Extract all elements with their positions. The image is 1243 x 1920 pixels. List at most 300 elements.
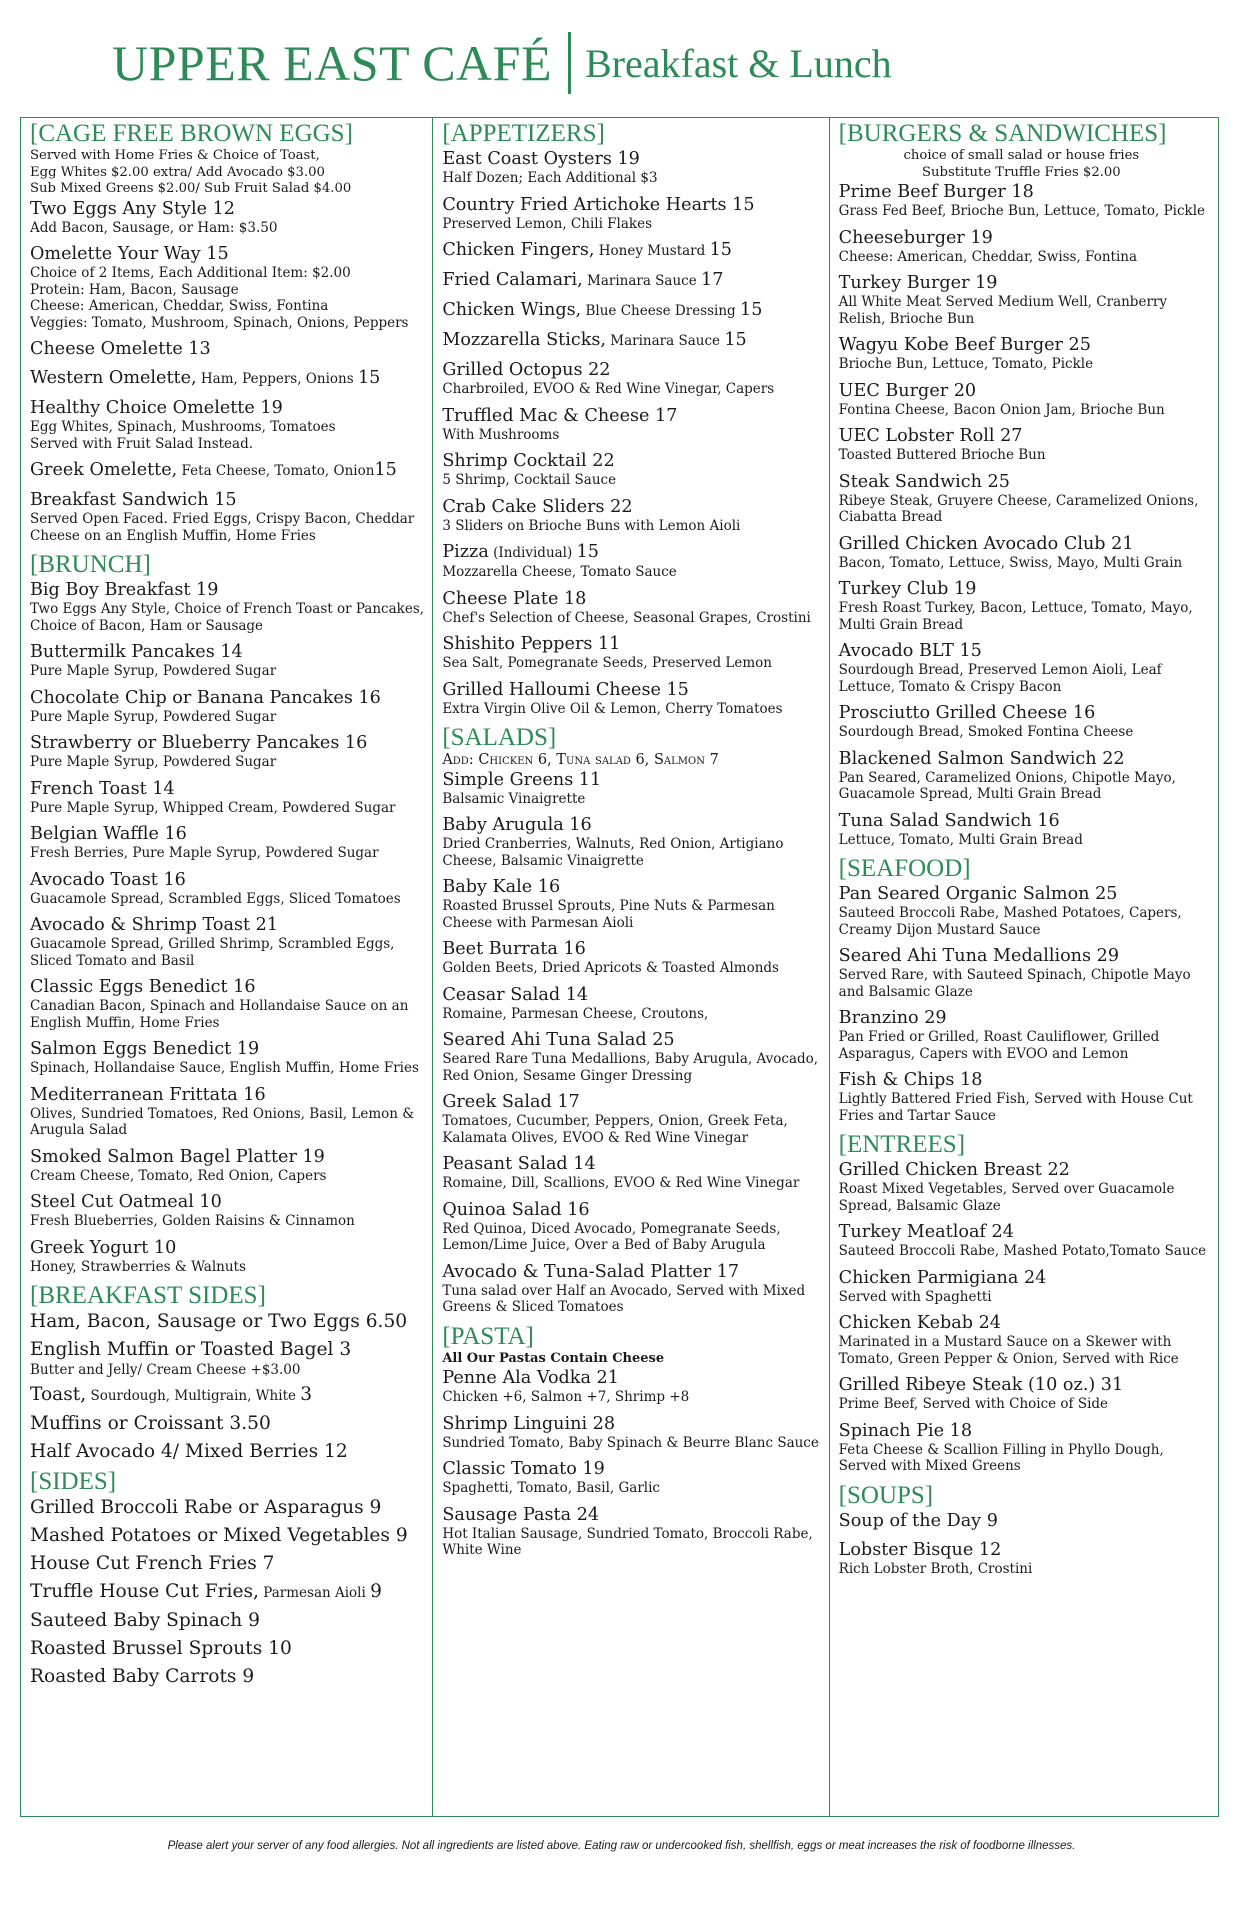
menu-item-description: Fresh Blueberries, Golden Raisins & Cinnamon	[30, 1213, 355, 1229]
menu-item-title	[30, 1310, 424, 1334]
menu-item	[839, 945, 1210, 1000]
menu-item	[442, 148, 820, 187]
menu-item	[442, 269, 820, 292]
menu-item-name: Mashed Potatoes or Mixed Vegetables 9	[30, 1524, 408, 1546]
menu-item	[30, 869, 424, 908]
section-title: [SOUPS]	[838, 1481, 934, 1509]
menu-item-title	[30, 641, 424, 663]
menu-item-name: Country Fried Artichoke Hearts 15	[442, 194, 755, 215]
menu-item-description: Brioche Bun, Lettuce, Tomato, Pickle	[838, 356, 1094, 372]
menu-item	[442, 1029, 820, 1084]
menu-item-name: Classic Tomato 19	[442, 1459, 605, 1479]
menu-item	[839, 1159, 1210, 1214]
menu-item	[30, 1637, 424, 1661]
menu-item	[442, 1091, 820, 1146]
menu-item-name: Steel Cut Oatmeal 10	[30, 1192, 222, 1212]
menu-column-2	[433, 118, 829, 1816]
menu-item-description: Chef's Selection of Cheese, Seasonal Grapes, Crostini	[442, 609, 811, 626]
menu-item-description: Sauteed Broccoli Rabe, Mashed Potatoes, Capers,	[838, 905, 1182, 921]
menu-item-description: Lemon/Lime Juice, Over a Bed of Baby Arugula	[442, 1237, 766, 1253]
menu-item-description: Served Open Faced. Fried Eggs, Crispy Bacon, Cheddar	[30, 511, 415, 527]
menu-item	[839, 334, 1210, 373]
menu-item-inline-description: Marinara Sauce	[606, 333, 725, 349]
menu-item-title	[30, 976, 424, 998]
menu-item	[30, 1383, 424, 1408]
menu-item	[442, 588, 820, 627]
menu-item-inline-description: Ham, Peppers, Onions	[196, 371, 358, 387]
menu-item-description: Relish, Brioche Bun	[838, 310, 975, 327]
menu-item-name: Smoked Salmon Bagel Platter 19	[30, 1146, 325, 1167]
menu-item-title	[30, 579, 424, 601]
menu-item	[30, 1412, 424, 1436]
menu-item-description: Creamy Dijon Mustard Sauce	[838, 921, 1041, 938]
section-note: Served with Home Fries & Choice of Toast,	[30, 148, 320, 163]
menu-item-description: Fresh Berries, Pure Maple Syrup, Powdered Sugar	[30, 845, 379, 861]
menu-item	[442, 1261, 820, 1316]
menu-item-name: Omelette Your Way 15	[30, 244, 229, 264]
menu-item-title	[442, 984, 820, 1006]
menu-item-description: Fontina Cheese, Bacon Onion Jam, Brioche Bun	[838, 401, 1165, 418]
menu-item-title	[442, 876, 820, 898]
menu-item-title	[442, 450, 820, 472]
menu-item-description: Fries and Tartar Sauce	[838, 1107, 996, 1124]
menu-item-description: Olives, Sundried Tomatoes, Red Onions, Basil, Lemon &	[30, 1105, 415, 1122]
menu-item-title	[839, 425, 1210, 447]
menu-item	[442, 359, 820, 398]
menu-item-title	[839, 272, 1210, 294]
menu-item-description: Spaghetti, Tomato, Basil, Garlic	[442, 1480, 660, 1496]
menu-item-title	[839, 380, 1210, 402]
menu-item-title	[442, 938, 820, 960]
menu-item-title	[442, 814, 820, 836]
menu-item-name: Turkey Club 19	[838, 579, 977, 599]
menu-item-name: Penne Ala Vodka 21	[442, 1368, 619, 1388]
menu-item-title	[30, 1496, 424, 1520]
menu-item	[30, 778, 424, 817]
menu-item-title	[30, 1191, 424, 1213]
menu-section	[442, 120, 820, 717]
menu-item-name: Grilled Chicken Avocado Club 21	[838, 533, 1134, 554]
menu-item-title	[839, 1221, 1210, 1243]
menu-item-title	[442, 194, 820, 216]
menu-item	[442, 814, 820, 869]
menu-item	[442, 405, 820, 444]
menu-item-title	[442, 269, 820, 292]
menu-item-name: Buttermilk Pancakes 14	[30, 642, 243, 662]
menu-item-name: House Cut French Fries 7	[30, 1552, 275, 1574]
menu-item-description: Pan Fried or Grilled, Roast Cauliflower, Grilled	[838, 1029, 1160, 1045]
menu-item-description: Served Rare, with Sauteed Spinach, Chipotle Mayo	[838, 967, 1191, 983]
menu-item-description: English Muffin, Home Fries	[30, 1014, 220, 1031]
menu-item-name: Wagyu Kobe Beef Burger 25	[838, 335, 1091, 355]
section-note: Add: Chicken 6, Tuna salad 6, Salmon 7	[442, 752, 719, 768]
menu-item-description: Served with Spaghetti	[838, 1288, 992, 1305]
menu-item-description: Greens & Sliced Tomatoes	[442, 1299, 624, 1315]
menu-item-description: Fresh Roast Turkey, Bacon, Lettuce, Tomato, Mayo,	[838, 600, 1193, 616]
menu-item-description: Preserved Lemon, Chili Flakes	[442, 215, 653, 232]
section-note: Egg Whites $2.00 extra/ Add Avocado $3.00	[30, 164, 325, 180]
menu-item-name: Grilled Broccoli Rabe or Asparagus 9	[30, 1496, 382, 1518]
menu-item-title	[30, 914, 424, 936]
menu-subtitle: Breakfast & Lunch	[585, 40, 892, 86]
menu-item	[442, 1413, 820, 1452]
menu-item-name: Grilled Ribeye Steak (10 oz.) 31	[838, 1375, 1124, 1395]
menu-item-description: Sourdough Bread, Preserved Lemon Aioli, Leaf	[838, 662, 1162, 678]
menu-item	[839, 748, 1210, 803]
menu-item-title	[30, 1412, 424, 1436]
menu-item-name: Cheese Omelette 13	[30, 339, 211, 359]
menu-item	[839, 578, 1210, 633]
menu-item-description: Spinach, Hollandaise Sauce, English Muffin, Home Fries	[30, 1060, 419, 1076]
menu-item-description: Sliced Tomato and Basil	[30, 952, 195, 969]
menu-item-description: Multi Grain Bread	[838, 616, 964, 633]
menu-item	[839, 810, 1210, 849]
menu-item-description: Toasted Buttered Brioche Bun	[838, 447, 1046, 463]
menu-item-name: Chicken Fingers,	[442, 240, 595, 260]
menu-item	[30, 338, 424, 360]
menu-item-title	[30, 732, 424, 754]
menu-section	[30, 1282, 424, 1464]
menu-item	[839, 471, 1210, 526]
menu-item-name: Baby Kale 16	[442, 877, 561, 897]
menu-item	[30, 732, 424, 771]
menu-item-name: Truffle House Cut Fries,	[30, 1580, 259, 1602]
menu-item-description: Feta Cheese & Scallion Filling in Phyllo Dough,	[838, 1441, 1164, 1458]
menu-item-name: Big Boy Breakfast 19	[30, 580, 219, 600]
menu-item-description: All White Meat Served Medium Well, Cranberry	[838, 294, 1167, 310]
menu-item-price: 15	[357, 368, 381, 388]
menu-item	[442, 239, 820, 262]
menu-item-title	[30, 778, 424, 800]
menu-item-title	[442, 1458, 820, 1480]
menu-item	[442, 984, 820, 1023]
menu-item-description: Grass Fed Beef, Brioche Bun, Lettuce, Tomato, Pickle	[838, 203, 1206, 219]
menu-item-name: Branzino 29	[838, 1008, 947, 1028]
menu-item-description: Pan Seared, Caramelized Onions, Chipotle Mayo,	[838, 769, 1176, 786]
menu-item-title	[839, 1267, 1210, 1289]
menu-item-description: Guacamole Spread, Multi Grain Bread	[838, 786, 1102, 802]
menu-item-name: Two Eggs Any Style 12	[30, 198, 235, 219]
menu-item-title	[30, 1237, 424, 1259]
menu-item	[30, 367, 424, 390]
menu-item-title	[839, 1420, 1210, 1442]
menu-item-title	[839, 578, 1210, 600]
menu-item-name: Breakfast Sandwich 15	[30, 490, 237, 510]
menu-column-3	[830, 118, 1218, 1816]
menu-item-description: Pure Maple Syrup, Powdered Sugar	[30, 708, 277, 725]
menu-item	[30, 687, 424, 726]
menu-item-title	[30, 1440, 424, 1464]
menu-item-name: Spinach Pie 18	[838, 1420, 973, 1441]
menu-item-name: Cheese Plate 18	[442, 588, 587, 609]
menu-item-description: Protein: Ham, Bacon, Sausage	[30, 281, 239, 298]
menu-item-description: Mozzarella Cheese, Tomato Sauce	[442, 564, 677, 580]
menu-item	[839, 533, 1210, 572]
menu-item-name: Avocado Toast 16	[30, 869, 186, 890]
menu-item-title	[30, 243, 424, 265]
menu-item	[30, 1338, 424, 1379]
menu-item-name: Fried Calamari,	[442, 270, 583, 290]
menu-item-title	[442, 1029, 820, 1051]
menu-item-description: Tomatoes, Cucumber, Peppers, Onion, Greek Feta,	[442, 1113, 788, 1129]
menu-item-description: Bacon, Tomato, Lettuce, Swiss, Mayo, Multi Grain	[838, 554, 1183, 571]
menu-item-name: Greek Salad 17	[442, 1092, 580, 1112]
menu-item-description: Cream Cheese, Tomato, Red Onion, Capers	[30, 1167, 327, 1184]
menu-item	[30, 1609, 424, 1633]
menu-item-title	[30, 1580, 424, 1605]
menu-item-name: Chicken Parmigiana 24	[838, 1267, 1047, 1288]
menu-item-name: Roasted Brussel Sprouts 10	[30, 1637, 292, 1659]
menu-item-name: Seared Ahi Tuna Medallions 29	[838, 946, 1120, 966]
menu-item-description: Cheese with Parmesan Aioli	[442, 914, 634, 931]
menu-item-description: Tomato, Green Pepper & Onion, Served with Rice	[838, 1350, 1179, 1367]
menu-item-description: Served with Fruit Salad Instead.	[30, 435, 254, 452]
menu-item-name: Chicken Kebab 24	[838, 1313, 1002, 1333]
menu-item-description: Prime Beef, Served with Choice of Side	[838, 1396, 1109, 1412]
menu-item-title	[442, 633, 820, 655]
section-title: [BREAKFAST SIDES]	[30, 1282, 266, 1309]
menu-item-name: Shrimp Linguini 28	[442, 1413, 616, 1434]
menu-item-description: Rich Lobster Broth, Crostini	[838, 1560, 1033, 1577]
menu-item-name: Fish & Chips 18	[838, 1070, 983, 1090]
menu-item-title	[839, 471, 1210, 493]
menu-item-name: Crab Cake Sliders 22	[442, 496, 633, 517]
menu-item-title	[442, 329, 820, 352]
menu-item-name: Turkey Meatloaf 24	[838, 1222, 1014, 1242]
menu-item-title	[442, 679, 820, 701]
menu-item	[30, 1496, 424, 1520]
menu-item-title	[839, 810, 1210, 832]
menu-item-name: Beet Burrata 16	[442, 939, 586, 959]
menu-item	[30, 823, 424, 862]
menu-item-name: Strawberry or Blueberry Pancakes 16	[30, 733, 368, 753]
menu-section	[30, 551, 424, 1275]
menu-item-description: Veggies: Tomato, Mushroom, Spinach, Onions, Peppers	[30, 314, 409, 331]
menu-item-name: East Coast Oysters 19	[442, 149, 640, 169]
menu-item	[839, 227, 1210, 266]
menu-item	[839, 380, 1210, 419]
menu-section	[30, 120, 424, 544]
menu-item-title	[442, 1504, 820, 1526]
menu-item-name: English Muffin or Toasted Bagel 3	[30, 1339, 352, 1360]
menu-item-name: Steak Sandwich 25	[838, 471, 1010, 492]
menu-item-description: Honey, Strawberries & Walnuts	[30, 1258, 246, 1275]
menu-item-name: Prime Beef Burger 18	[838, 182, 1034, 202]
menu-item-price: 15	[374, 460, 397, 480]
menu-item-description: Ciabatta Bread	[838, 509, 943, 525]
menu-item-name: Turkey Burger 19	[838, 273, 998, 293]
menu-item-name: Greek Yogurt 10	[30, 1237, 177, 1258]
menu-item-price: 15	[724, 330, 747, 350]
menu-item-name: Mediterranean Frittata 16	[30, 1084, 266, 1105]
menu-item-title	[30, 459, 424, 482]
section-title: [PASTA]	[442, 1322, 534, 1350]
menu-item-name: Lobster Bisque 12	[838, 1539, 1002, 1560]
section-note: Substitute Truffle Fries $2.00	[921, 164, 1121, 180]
menu-item-title	[30, 1038, 424, 1060]
menu-item-price: 15	[576, 542, 599, 562]
menu-item-title	[442, 769, 820, 791]
menu-item-description: Pure Maple Syrup, Powdered Sugar	[30, 663, 277, 679]
menu-item-title	[30, 338, 424, 360]
menu-item	[442, 329, 820, 352]
menu-item-name: Soup of the Day 9	[838, 1510, 998, 1531]
menu-item-title	[442, 541, 820, 564]
menu-item-name: Western Omelette,	[30, 368, 197, 388]
menu-item-inline-description: Sourdough, Multigrain, White	[86, 1387, 301, 1404]
menu-item-description: Ribeye Steak, Gruyere Cheese, Caramelized Onions,	[838, 492, 1199, 509]
menu-item-description: Arugula Salad	[30, 1122, 128, 1138]
menu-section	[30, 1468, 424, 1689]
menu-item-description: Hot Italian Sausage, Sundried Tomato, Broccoli Rabe,	[442, 1525, 813, 1542]
menu-item-price: 9	[370, 1580, 382, 1602]
menu-item	[442, 1367, 820, 1406]
allergy-disclaimer: Please alert your server of any food allergies. Not all ingredients are listed above. Eating raw or undercooked fish, shellfish, eggs or meat increases the risk of foodborne illnesses.	[167, 1840, 1076, 1852]
menu-item-title	[30, 1084, 424, 1106]
menu-item-name: Avocado & Shrimp Toast 21	[30, 915, 279, 935]
menu-item-name: Cheeseburger 19	[838, 227, 993, 248]
menu-item	[30, 489, 424, 544]
menu-item-description: Two Eggs Any Style, Choice of French Toast or Pancakes,	[30, 601, 425, 617]
menu-item	[30, 1191, 424, 1230]
section-title: [BRUNCH]	[30, 551, 151, 578]
menu-item-description: Sea Salt, Pomegranate Seeds, Preserved Lemon	[442, 655, 772, 671]
menu-item	[839, 1420, 1210, 1475]
menu-item	[839, 1221, 1210, 1260]
menu-item-description: Cheese: American, Cheddar, Swiss, Fontina	[838, 248, 1138, 265]
menu-item	[839, 640, 1210, 695]
menu-item-name: Chicken Wings,	[442, 300, 582, 320]
menu-item-description: Half Dozen; Each Additional $3	[442, 170, 658, 186]
menu-section	[442, 724, 820, 1316]
restaurant-name: UPPER EAST CAFÉ	[112, 35, 553, 91]
menu-item-name: Truffled Mac & Cheese 17	[442, 405, 678, 426]
menu-item	[30, 1038, 424, 1077]
menu-item-description: Red Quinoa, Diced Avocado, Pomegranate Seeds,	[442, 1220, 781, 1237]
menu-item-description: Sauteed Broccoli Rabe, Mashed Potato,Tomato Sauce	[838, 1243, 1207, 1259]
menu-item-description: Tuna salad over Half an Avocado, Served with Mixed	[442, 1282, 806, 1299]
menu-item-title	[839, 334, 1210, 356]
menu-item	[442, 769, 820, 808]
menu-item	[30, 641, 424, 680]
menu-item-name: Healthy Choice Omelette 19	[30, 398, 283, 418]
section-note: choice of small salad or house fries	[903, 148, 1140, 163]
menu-item-description: Red Onion, Sesame Ginger Dressing	[442, 1067, 693, 1084]
menu-item-description: Canadian Bacon, Spinach and Hollandaise Sauce on an	[30, 998, 409, 1014]
menu-item-price: 15	[740, 300, 763, 320]
menu-item-title	[442, 239, 820, 262]
menu-item	[30, 1146, 424, 1185]
menu-item-description: Spread, Balsamic Glaze	[838, 1197, 1001, 1214]
menu-item-title	[30, 198, 424, 220]
menu-item-name: Baby Arugula 16	[442, 815, 592, 835]
menu-item-description: Choice of 2 Items, Each Additional Item: $2.00	[30, 265, 351, 281]
menu-item-inline-description: Marinara Sauce	[582, 273, 702, 289]
menu-item	[30, 243, 424, 331]
menu-item-description: Pure Maple Syrup, Whipped Cream, Powdered Sugar	[30, 799, 396, 816]
menu-item-name: Avocado & Tuna-Salad Platter 17	[442, 1261, 740, 1282]
menu-item-title	[839, 1312, 1210, 1334]
menu-item-title	[839, 533, 1210, 555]
menu-item-title	[30, 1524, 424, 1548]
menu-item	[30, 579, 424, 634]
menu-item-name: Mozzarella Sticks,	[442, 330, 606, 350]
menu-item-price: 17	[701, 270, 724, 290]
menu-item-name: Roasted Baby Carrots 9	[30, 1665, 255, 1687]
menu-section	[442, 1323, 820, 1559]
menu-item-name: Pan Seared Organic Salmon 25	[838, 884, 1118, 904]
menu-item	[30, 1237, 424, 1276]
menu-item-name: Prosciutto Grilled Cheese 16	[838, 703, 1096, 723]
menu-item-description: Romaine, Parmesan Cheese, Croutons,	[442, 1005, 709, 1022]
section-title: [ENTREES]	[838, 1131, 966, 1158]
menu-item-name: UEC Lobster Roll 27	[838, 426, 1023, 446]
menu-item-title	[442, 148, 820, 170]
menu-item-description: Roast Mixed Vegetables, Served over Guacamole	[838, 1181, 1175, 1197]
menu-item	[30, 1524, 424, 1548]
menu-item	[442, 1153, 820, 1192]
menu-item	[839, 425, 1210, 464]
menu-item-title	[30, 489, 424, 511]
menu-item	[442, 876, 820, 931]
menu-item	[839, 1539, 1210, 1578]
menu-item	[442, 1199, 820, 1254]
menu-item-description: Cheese, Balsamic Vinaigrette	[442, 852, 644, 869]
menu-item-name: Greek Omelette,	[30, 460, 178, 480]
menu-section	[839, 120, 1210, 848]
menu-item-description: Lightly Battered Fried Fish, Served with House Cut	[838, 1091, 1193, 1107]
menu-item	[839, 1069, 1210, 1124]
menu-item-title	[839, 1510, 1210, 1532]
menu-item-title	[839, 1159, 1210, 1181]
menu-item-inline-description: (Individual)	[488, 545, 577, 561]
menu-item-description: White Wine	[442, 1542, 522, 1558]
menu-item-name: Ceasar Salad 14	[442, 984, 589, 1005]
menu-item-title	[839, 1007, 1210, 1029]
menu-item-name: Muffins or Croissant 3.50	[30, 1412, 271, 1434]
menu-item-description: Romaine, Dill, Scallions, EVOO & Red Wine Vinegar	[442, 1175, 800, 1191]
menu-item	[442, 679, 820, 718]
menu-item-description: Cheese on an English Muffin, Home Fries	[30, 527, 316, 544]
menu-item-name: Chocolate Chip or Banana Pancakes 16	[30, 687, 381, 708]
menu-column-1	[21, 118, 433, 1816]
menu-item-name: Peasant Salad 14	[442, 1154, 596, 1174]
menu-item-description: Golden Beets, Dried Apricots & Toasted Almonds	[442, 960, 779, 976]
menu-item-title	[30, 367, 424, 390]
menu-item-description: Add Bacon, Sausage, or Ham: $3.50	[30, 219, 278, 236]
menu-item-inline-description: Parmesan Aioli	[258, 1584, 371, 1601]
menu-item-description: Lettuce, Tomato, Multi Grain Bread	[838, 831, 1083, 848]
menu-item-description: Extra Virgin Olive Oil & Lemon, Cherry Tomatoes	[442, 700, 783, 717]
menu-item-name: Seared Ahi Tuna Salad 25	[442, 1030, 675, 1050]
menu-item	[30, 1665, 424, 1689]
menu-item	[442, 1458, 820, 1497]
menu-item-title	[30, 1609, 424, 1633]
menu-item-name: Shishito Peppers 11	[442, 634, 621, 654]
menu-item-name: Shrimp Cocktail 22	[442, 451, 615, 471]
section-title: [APPETIZERS]	[442, 120, 605, 147]
menu-item-description: Chicken +6, Salmon +7, Shrimp +8	[442, 1389, 690, 1405]
menu-item-price: 3	[300, 1383, 313, 1405]
section-title: [SEAFOOD]	[838, 855, 971, 882]
menu-item	[839, 272, 1210, 327]
menu-item-description: Balsamic Vinaigrette	[442, 790, 586, 807]
menu-item-name: Toast,	[30, 1383, 87, 1405]
menu-item-description: Kalamata Olives, EVOO & Red Wine Vinegar	[442, 1129, 749, 1146]
menu-item-title	[839, 702, 1210, 724]
menu-item-name: Simple Greens 11	[442, 769, 602, 790]
menu-item-title	[839, 945, 1210, 967]
